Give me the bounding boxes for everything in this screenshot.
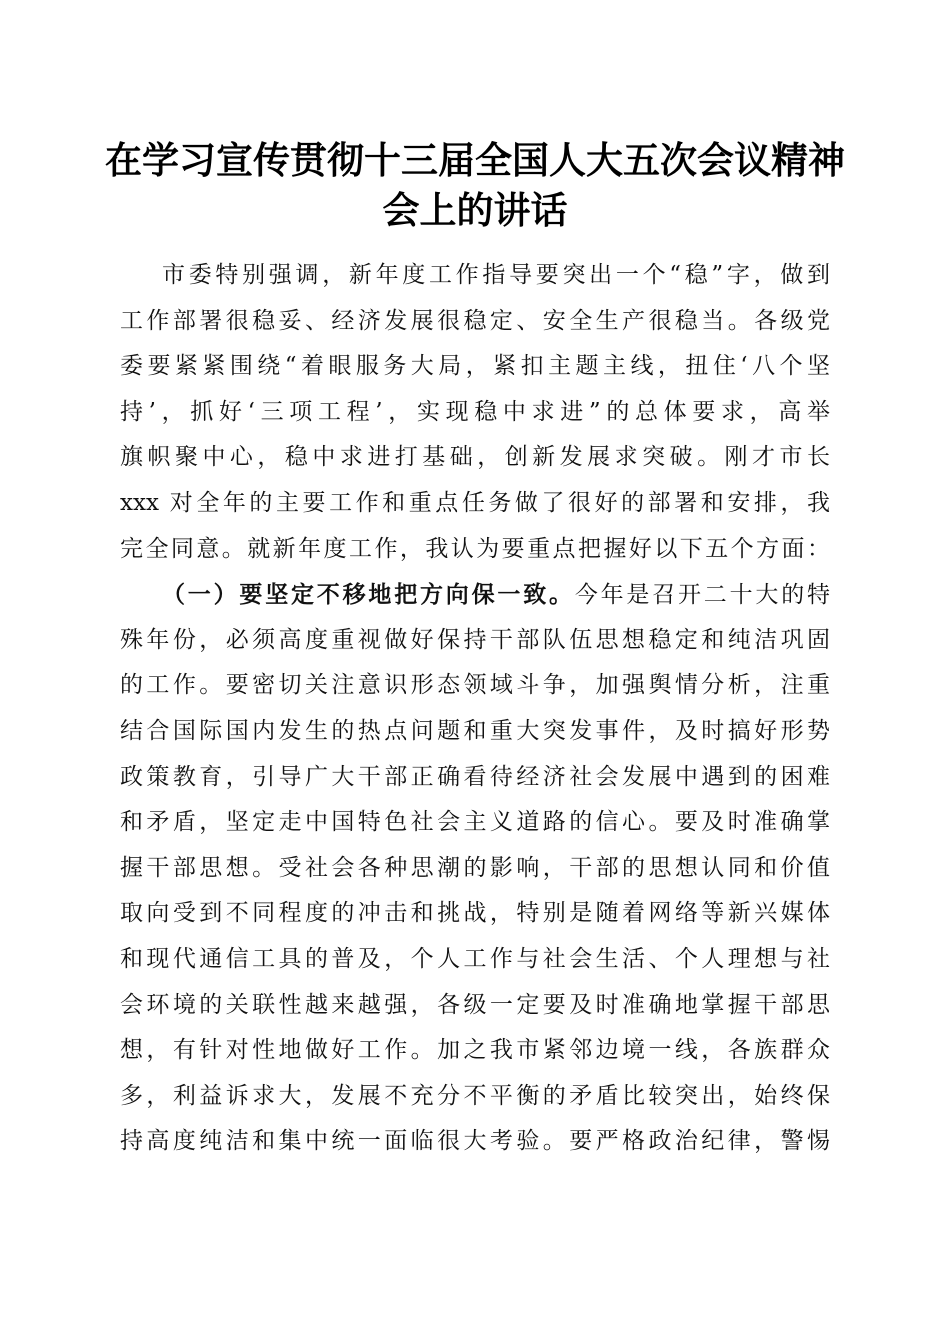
text-line: 想，有针对性地做好工作。加之我市紧邻边境一线，各族群众 <box>120 1037 830 1064</box>
text-line: 旗帜聚中心，稳中求进打基础，创新发展求突破。刚才市长 <box>120 444 830 471</box>
text-line: 的工作。要密切关注意识形态领域斗争，加强舆情分析，注重 <box>120 672 830 699</box>
text-line: 结合国际国内发生的热点问题和重大突发事件，及时搞好形势 <box>120 717 830 744</box>
text-line: 完全同意。就新年度工作，我认为要重点把握好以下五个方面： <box>120 535 830 562</box>
text-line: 多，利益诉求大，发展不充分不平衡的矛盾比较突出，始终保 <box>120 1082 830 1109</box>
text-line <box>120 572 830 618</box>
title-line: 在学习宣传贯彻十三届全国人大五次会议精神 <box>105 138 845 182</box>
text-line: 握干部思想。受社会各种思潮的影响，干部的思想认同和价值 <box>120 854 830 881</box>
section-heading: （一）要坚定不移地把方向保一致。 <box>162 581 575 609</box>
text-line: 和矛盾，坚定走中国特色社会主义道路的信心。要及时准确掌 <box>120 809 830 836</box>
paragraph-section-one <box>120 572 830 1165</box>
document-title <box>100 135 850 235</box>
text-line: 和现代通信工具的普及，个人工作与社会生活、个人理想与社 <box>120 945 830 972</box>
text-line: 工作部署很稳妥、经济发展很稳定、安全生产很稳当。各级党 <box>120 307 830 334</box>
text-line: xxx 对全年的主要工作和重点任务做了很好的部署和安排，我 <box>120 489 830 516</box>
text-fragment: 今年是召开二十大的特 <box>574 582 831 609</box>
text-line: 持’，抓好‘三项工程’，实现稳中求进”的总体要求，高举 <box>120 398 830 425</box>
text-line: 会环境的关联性越来越强，各级一定要及时准确地掌握干部思 <box>120 991 830 1018</box>
text-line: 市委特别强调，新年度工作指导要突出一个“稳”字，做到 <box>162 262 830 288</box>
title-line: 会上的讲话 <box>382 188 568 232</box>
document-body <box>120 253 830 1165</box>
text-line: 殊年份，必须高度重视做好保持干部队伍思想稳定和纯洁巩固 <box>120 626 830 653</box>
text-line: 委要紧紧围绕“着眼服务大局，紧扣主题主线，扭住‘八个坚 <box>120 353 830 380</box>
text-line: 取向受到不同程度的冲击和挑战，特别是随着网络等新兴媒体 <box>120 900 830 927</box>
paragraph-intro <box>120 253 830 572</box>
text-line: 政策教育，引导广大干部正确看待经济社会发展中遇到的困难 <box>120 763 830 790</box>
text-line: 持高度纯洁和集中统一面临很大考验。要严格政治纪律，警惕 <box>120 1128 830 1155</box>
